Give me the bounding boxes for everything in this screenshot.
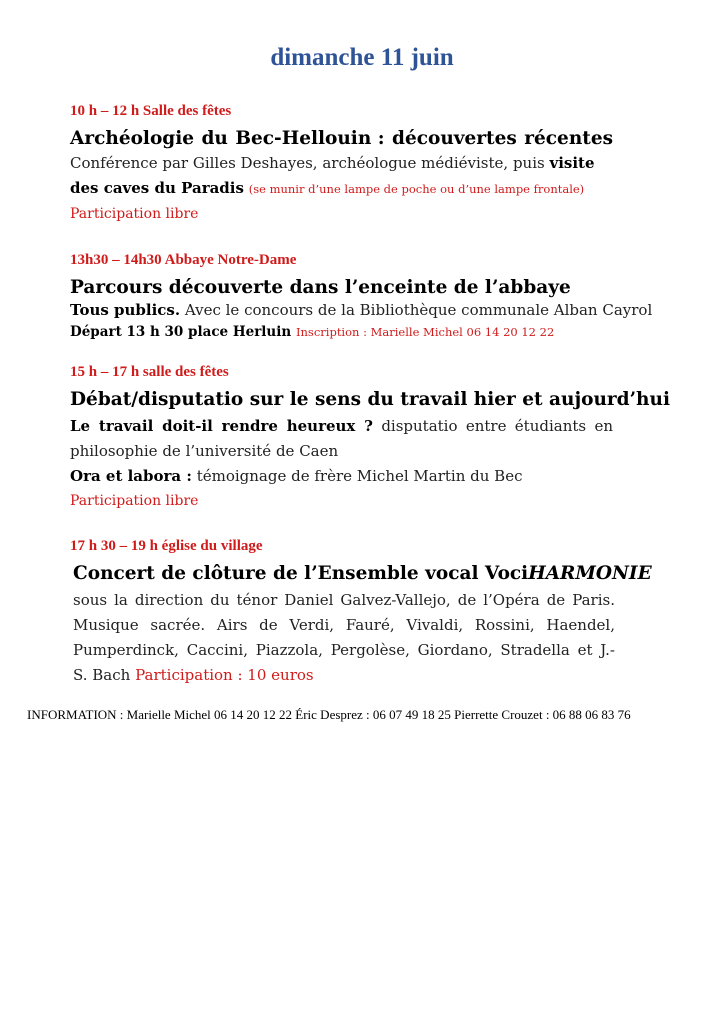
event-1-time: 10 h – 12 h Salle des fêtes — [70, 103, 232, 119]
event-3-heading: Débat/disputatio sur le sens du travail hier et aujourd’hui — [70, 389, 670, 410]
event-3-question-line-2: philosophie de l’université de Caen — [70, 442, 339, 460]
event-4-heading-text: Concert de clôture de l’Ensemble vocal Voci — [73, 563, 529, 584]
event-1-description: Conférence par Gilles Deshayes, archéologue médiéviste, puis — [70, 154, 545, 172]
event-1 — [70, 101, 613, 227]
event-4-heading-ensemble: HARMONIE — [528, 563, 652, 584]
event-2-time: 13h30 – 14h30 Abbaye Notre-Dame — [70, 252, 297, 268]
event-1-description-line-1 — [70, 151, 613, 176]
event-1-heading-word: du — [201, 128, 228, 149]
event-1-heading-word: découvertes — [392, 128, 517, 149]
event-3-ora-text: témoignage de frère Michel Martin du Bec — [196, 467, 523, 485]
event-2-depart: Départ 13 h 30 place Herluin — [70, 324, 292, 340]
page-title: dimanche 11 juin — [270, 44, 454, 71]
event-1-heading-word: Bec-Hellouin : — [235, 128, 385, 149]
event-1-caves: des caves du Paradis — [70, 179, 244, 197]
event-3-ora — [70, 464, 613, 489]
event-1-participation: Participation libre — [70, 206, 199, 222]
event-2-audience-label: Tous publics. — [70, 301, 181, 319]
event-4-participation: Participation : 10 euros — [135, 666, 314, 684]
event-4 — [70, 536, 652, 688]
event-2-audience-text: Avec le concours de la Bibliothèque communale Alban Cayrol — [184, 301, 653, 319]
event-4-heading — [73, 560, 652, 588]
event-1-heading-word: Archéologie — [70, 128, 195, 149]
event-2-heading: Parcours découverte dans l’enceinte de l’abbaye — [70, 277, 571, 298]
event-1-heading — [70, 125, 613, 153]
event-3-question: Le travail doit-il rendre heureux ? — [70, 417, 373, 435]
event-2-audience — [70, 299, 690, 321]
event-3-ora-label: Ora et labora : — [70, 467, 192, 485]
event-4-line-2: Musique sacrée. Airs de Verdi, Fauré, Vivaldi, Rossini, Haendel, — [73, 616, 615, 634]
event-3-question-text: disputatio entre étudiants en — [381, 417, 613, 435]
event-1-visit: visite — [549, 154, 595, 172]
information-footer: INFORMATION : Marielle Michel 06 14 20 12 22 Éric Desprez : 06 07 49 18 25 Pierrette Crouzet : 06 88 06 83 76 — [27, 707, 631, 722]
event-3-participation: Participation libre — [70, 493, 199, 509]
event-1-heading-word: récentes — [524, 128, 613, 149]
event-3-time: 15 h – 17 h salle des fêtes — [70, 364, 229, 380]
event-4-time: 17 h 30 – 19 h église du village — [70, 538, 263, 554]
event-4-description — [73, 588, 615, 688]
event-2-inscription: Inscription : Marielle Michel 06 14 20 12 22 — [295, 325, 555, 339]
event-4-last-line: S. Bach — [73, 666, 131, 684]
event-2 — [70, 250, 690, 342]
event-3 — [70, 362, 670, 514]
event-4-line-1: sous la direction du ténor Daniel Galvez-Vallejo, de l’Opéra de Paris. — [73, 591, 615, 609]
event-4-line-3: Pumperdinck, Caccini, Piazzola, Pergolèse, Giordano, Stradella et J.- — [73, 641, 615, 659]
event-1-description-line-2 — [70, 176, 613, 202]
event-1-note: (se munir d’une lampe de poche ou d’une lampe frontale) — [248, 182, 585, 196]
event-4-line-4 — [73, 663, 615, 688]
event-3-question-line-1 — [70, 414, 613, 439]
event-2-depart-line — [70, 321, 690, 342]
